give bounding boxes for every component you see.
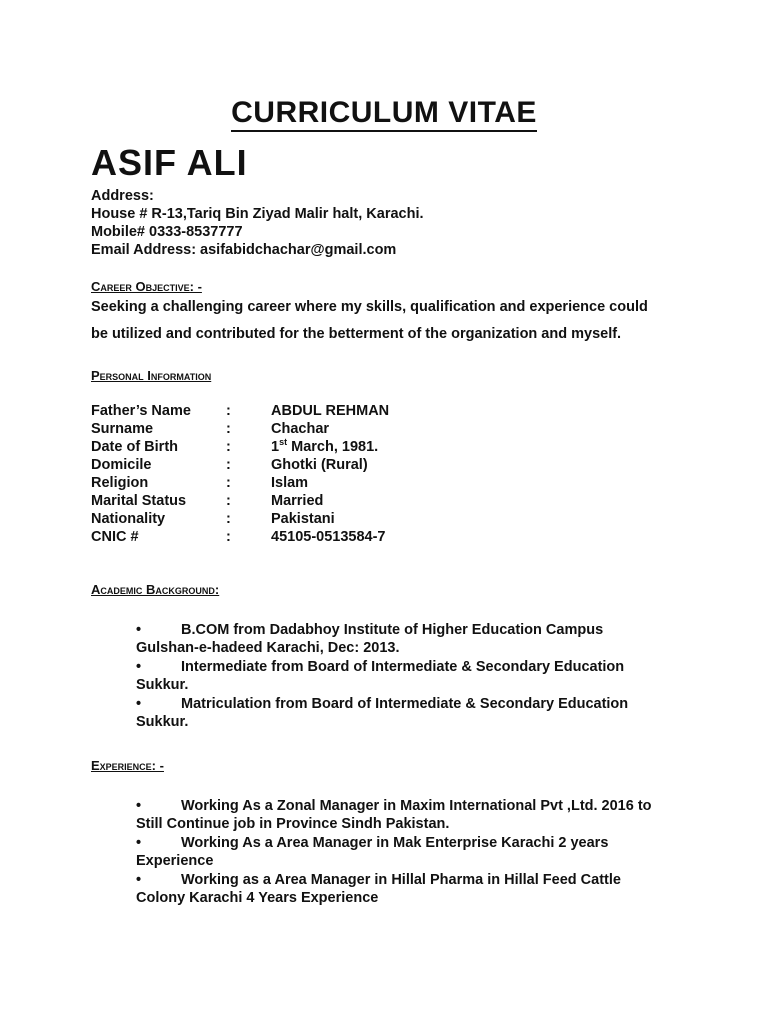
info-row bbox=[91, 510, 571, 528]
info-row bbox=[91, 474, 571, 492]
item-line: Working As a Zonal Manager in Maxim International Pvt ,Ltd. 2016 to bbox=[181, 798, 652, 814]
info-value: Ghotki (Rural) bbox=[271, 457, 368, 473]
info-value: 45105-0513584-7 bbox=[271, 529, 386, 545]
address: House # R-13,Tariq Bin Ziyad Malir halt, Karachi. bbox=[91, 206, 424, 222]
info-value: Pakistani bbox=[271, 511, 335, 527]
item-line: Sukkur. bbox=[136, 677, 189, 693]
info-value: Islam bbox=[271, 475, 309, 491]
info-label: Date of Birth bbox=[91, 439, 178, 455]
list-item bbox=[136, 621, 696, 657]
info-value: ABDUL REHMAN bbox=[271, 403, 390, 419]
dob-suffix: st bbox=[279, 437, 288, 448]
bullet-icon bbox=[136, 834, 181, 852]
career-objective-text bbox=[91, 294, 701, 348]
list-item bbox=[136, 834, 696, 870]
info-value: Chachar bbox=[271, 421, 330, 437]
info-separator: : bbox=[226, 439, 231, 455]
info-row bbox=[91, 402, 571, 420]
info-separator: : bbox=[226, 403, 231, 419]
bullet-icon bbox=[136, 871, 181, 889]
experience-heading: Experience: - bbox=[91, 758, 164, 773]
info-row bbox=[91, 456, 571, 474]
experience-list bbox=[136, 797, 696, 908]
list-item bbox=[136, 695, 696, 731]
info-value: Married bbox=[271, 493, 324, 509]
objective-line: be utilized and contributed for the betterment of the organization and myself. bbox=[91, 326, 622, 342]
info-separator: : bbox=[226, 421, 231, 437]
email: Email Address: asifabidchachar@gmail.com bbox=[91, 242, 397, 258]
info-label: CNIC # bbox=[91, 529, 139, 545]
info-row bbox=[91, 420, 571, 438]
academic-list bbox=[136, 621, 696, 732]
info-separator: : bbox=[226, 475, 231, 491]
personal-info-table bbox=[91, 402, 571, 546]
dob-day: 1 bbox=[271, 439, 280, 455]
career-objective-heading: Career Objective: - bbox=[91, 279, 202, 294]
item-line: Intermediate from Board of Intermediate & Secondary Education bbox=[181, 659, 625, 675]
contact-block bbox=[91, 187, 424, 259]
info-label: Nationality bbox=[91, 511, 166, 527]
info-value bbox=[271, 438, 571, 456]
bullet-icon bbox=[136, 658, 181, 676]
info-label: Religion bbox=[91, 475, 149, 491]
info-label: Father’s Name bbox=[91, 403, 191, 419]
bullet-icon bbox=[136, 797, 181, 815]
info-separator: : bbox=[226, 493, 231, 509]
item-line: Working as a Area Manager in Hillal Pharma in Hillal Feed Cattle bbox=[181, 872, 621, 888]
info-label: Marital Status bbox=[91, 493, 187, 509]
item-line: Gulshan-e-hadeed Karachi, Dec: 2013. bbox=[136, 640, 400, 656]
list-item bbox=[136, 658, 696, 694]
item-line: Still Continue job in Province Sindh Pakistan. bbox=[136, 816, 450, 832]
info-separator: : bbox=[226, 511, 231, 527]
item-line: Colony Karachi 4 Years Experience bbox=[136, 890, 379, 906]
candidate-name: ASIF ALI bbox=[91, 142, 248, 183]
bullet-icon bbox=[136, 621, 181, 639]
mobile: Mobile# 0333-8537777 bbox=[91, 224, 243, 240]
info-separator: : bbox=[226, 529, 231, 545]
item-line: Sukkur. bbox=[136, 714, 189, 730]
item-line: Experience bbox=[136, 853, 214, 869]
dob-rest: March, 1981. bbox=[287, 439, 379, 455]
info-label: Surname bbox=[91, 421, 154, 437]
item-line: B.COM from Dadabhoy Institute of Higher Education Campus bbox=[181, 622, 604, 638]
info-separator: : bbox=[226, 457, 231, 473]
info-row bbox=[91, 438, 571, 456]
objective-line: Seeking a challenging career where my skills, qualification and experience could bbox=[91, 299, 648, 315]
bullet-icon bbox=[136, 695, 181, 713]
list-item bbox=[136, 797, 696, 833]
item-line: Matriculation from Board of Intermediate & Secondary Education bbox=[181, 696, 629, 712]
address-label: Address: bbox=[91, 188, 154, 204]
list-item bbox=[136, 871, 696, 907]
academic-background-heading: Academic Background: bbox=[91, 582, 220, 597]
info-row bbox=[91, 492, 571, 510]
personal-information-heading: Personal Information bbox=[91, 368, 212, 383]
item-line: Working As a Area Manager in Mak Enterprise Karachi 2 years bbox=[181, 835, 609, 851]
info-label: Domicile bbox=[91, 457, 152, 473]
document-title: CURRICULUM VITAE bbox=[0, 96, 768, 130]
info-row bbox=[91, 528, 571, 546]
